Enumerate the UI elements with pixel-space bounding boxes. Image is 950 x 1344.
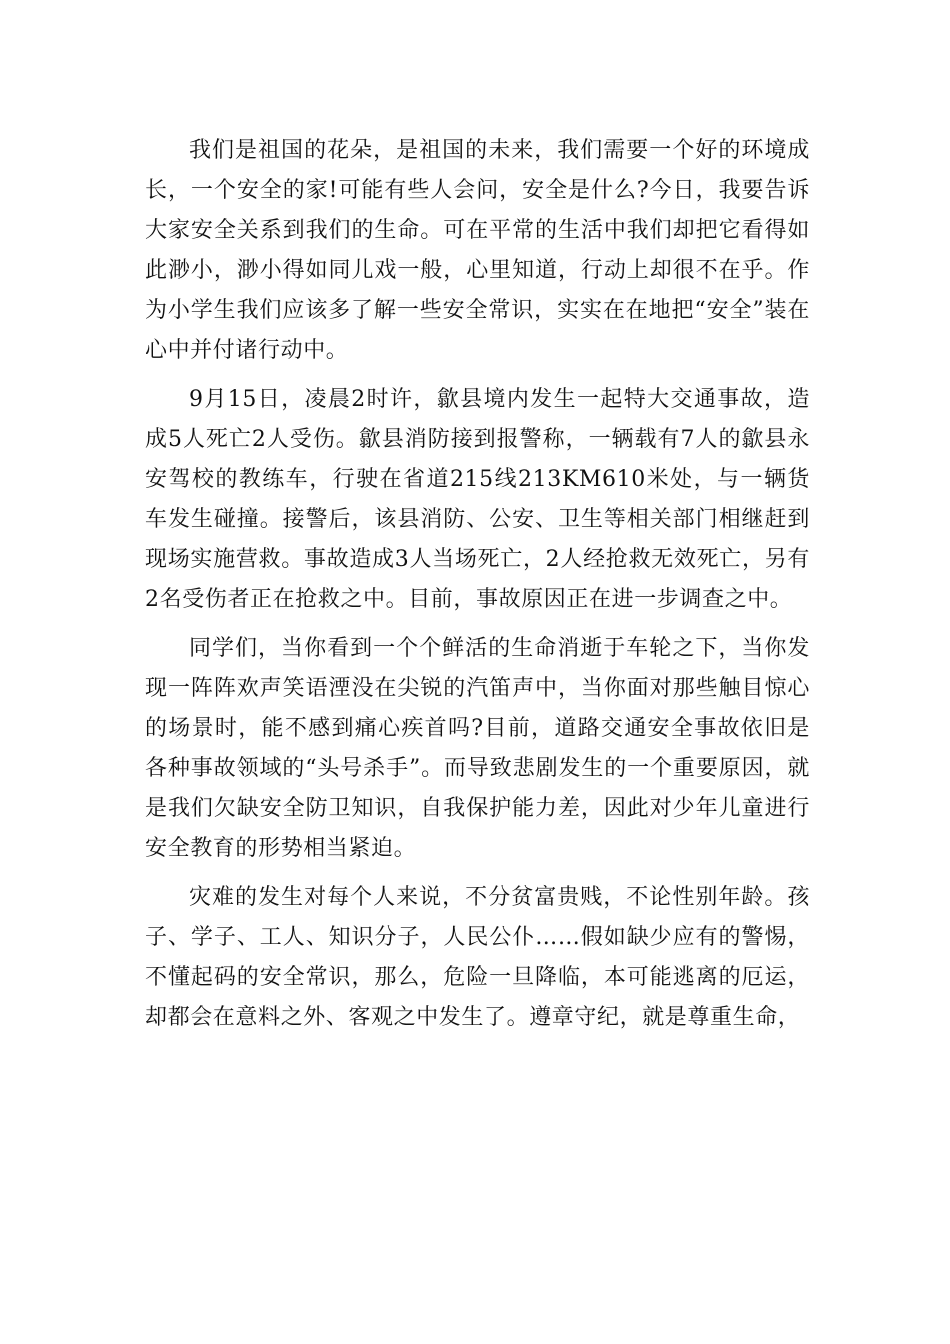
paragraph-2: 9月15日，凌晨2时许，歙县境内发生一起特大交通事故，造成5人死亡2人受伤。歙县消防接到报警称，一辆载有7人的歙县永安驾校的教练车，行驶在省道215线213KM610米处，与一辆货车发生碰撞。接警后，该县消防、公安、卫生等相关部门相继赶到现场实施营救。事故造成3人当场死亡，2人经抢救无效死亡，另有2名受伤者正在抢救之中。目前，事故原因正在进一步调查之中。 (145, 387, 810, 612)
document-body (145, 131, 810, 1047)
paragraph-3: 同学们，当你看到一个个鲜活的生命消逝于车轮之下，当你发现一阵阵欢声笑语湮没在尖锐的汽笛声中，当你面对那些触目惊心的场景时，能不感到痛心疾首吗?目前，道路交通安全事故依旧是各种事故领域的“头号杀手”。而导致悲剧发生的一个重要原因，就是我们欠缺安全防卫知识，自我保护能力差，因此对少年儿童进行安全教育的形势相当紧迫。 (145, 636, 810, 861)
paragraph-4: 灾难的发生对每个人来说，不分贫富贵贱，不论性别年龄。孩子、学子、工人、知识分子，人民公仆……假如缺少应有的警惕，不懂起码的安全常识，那么，危险一旦降临，本可能逃离的厄运，却都会在意料之外、客观之中发生了。遵章守纪，就是尊重生命， (145, 885, 810, 1030)
paragraph-1: 我们是祖国的花朵，是祖国的未来，我们需要一个好的环境成长，一个安全的家!可能有些人会问，安全是什么?今日，我要告诉大家安全关系到我们的生命。可在平常的生活中我们却把它看得如此渺小，渺小得如同儿戏一般，心里知道，行动上却很不在乎。作为小学生我们应该多了解一些安全常识，实实在在地把“安全”装在心中并付诸行动中。 (145, 138, 810, 363)
